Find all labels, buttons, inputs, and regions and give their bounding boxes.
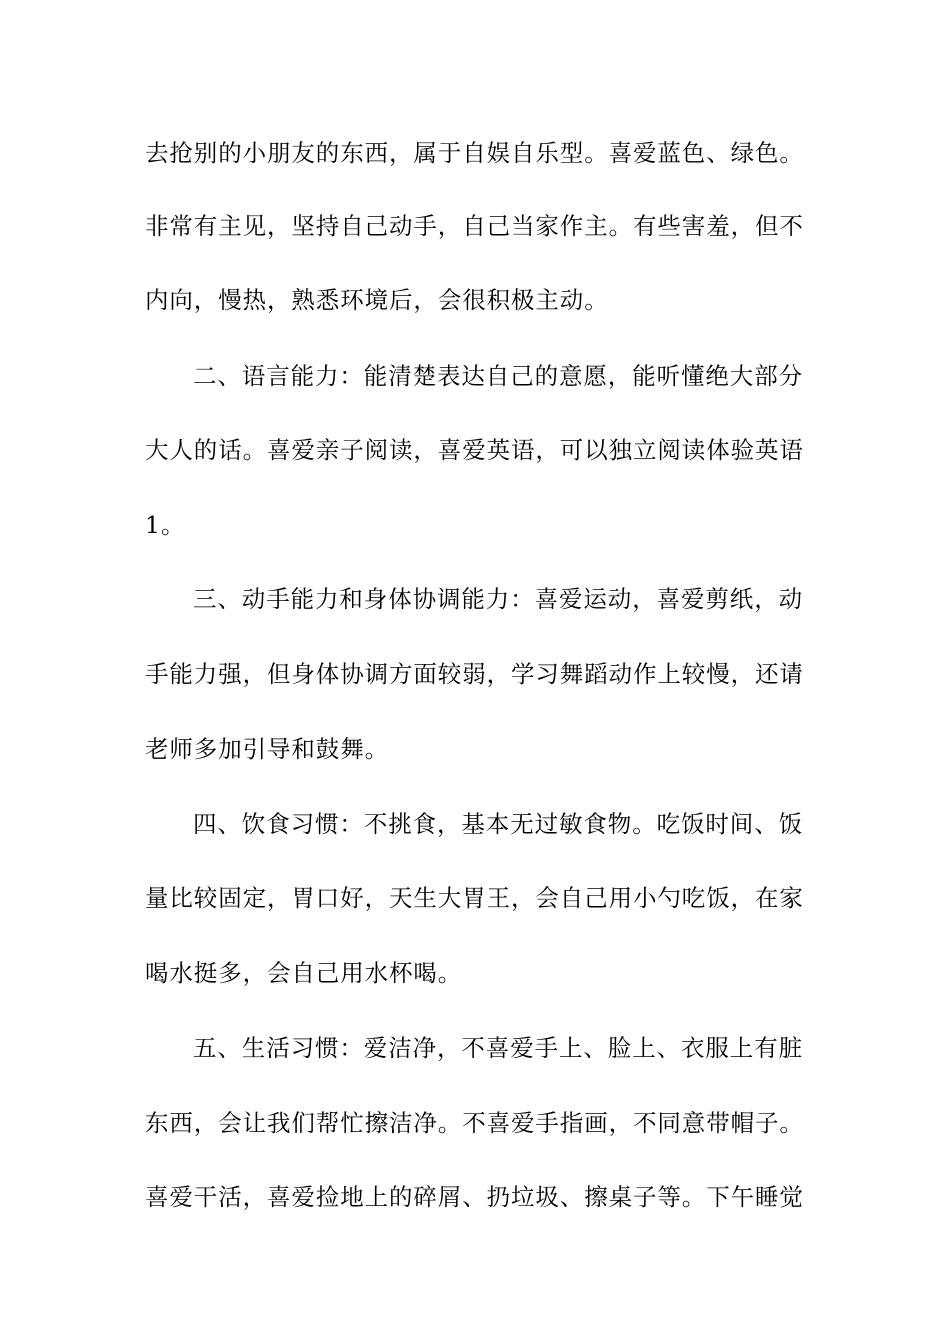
text-line: 1。 — [145, 511, 186, 539]
section-heading-habits: 五、生活习惯：爱洁净，不喜爱手上、脸上、衣服上有脏 — [193, 1034, 803, 1062]
section-heading-language: 二、语言能力：能清楚表达自己的意愿，能听懂绝大部分 — [193, 362, 803, 390]
text-line: 内向，慢热，熟悉环境后，会很积极主动。 — [145, 286, 609, 314]
text-line: 喜爱干活，喜爱捡地上的碎屑、扔垃圾、擦桌子等。下午睡觉 — [145, 1183, 804, 1211]
section-heading-diet: 四、饮食习惯：不挑食，基本无过敏食物。吃饭时间、饭 — [193, 810, 803, 838]
text-line: 大人的话。喜爱亲子阅读，喜爱英语，可以独立阅读体验英语 — [145, 436, 804, 464]
text-line: 喝水挺多，会自己用水杯喝。 — [145, 959, 463, 987]
text-line: 老师多加引导和鼓舞。 — [145, 735, 389, 763]
text-line: 东西，会让我们帮忙擦洁净。不喜爱手指画，不同意带帽子。 — [145, 1109, 804, 1137]
section-heading-motor: 三、动手能力和身体协调能力：喜爱运动，喜爱剪纸，动 — [193, 585, 803, 613]
text-line: 非常有主见，坚持自己动手，自己当家作主。有些害羞，但不 — [145, 212, 804, 240]
text-line: 去抢别的小朋友的东西，属于自娱自乐型。喜爱蓝色、绿色。 — [145, 139, 804, 167]
text-line: 量比较固定，胃口好，天生大胃王，会自己用小勺吃饭，在家 — [145, 884, 804, 912]
text-line: 手能力强，但身体协调方面较弱，学习舞蹈动作上较慢，还请 — [145, 660, 804, 688]
